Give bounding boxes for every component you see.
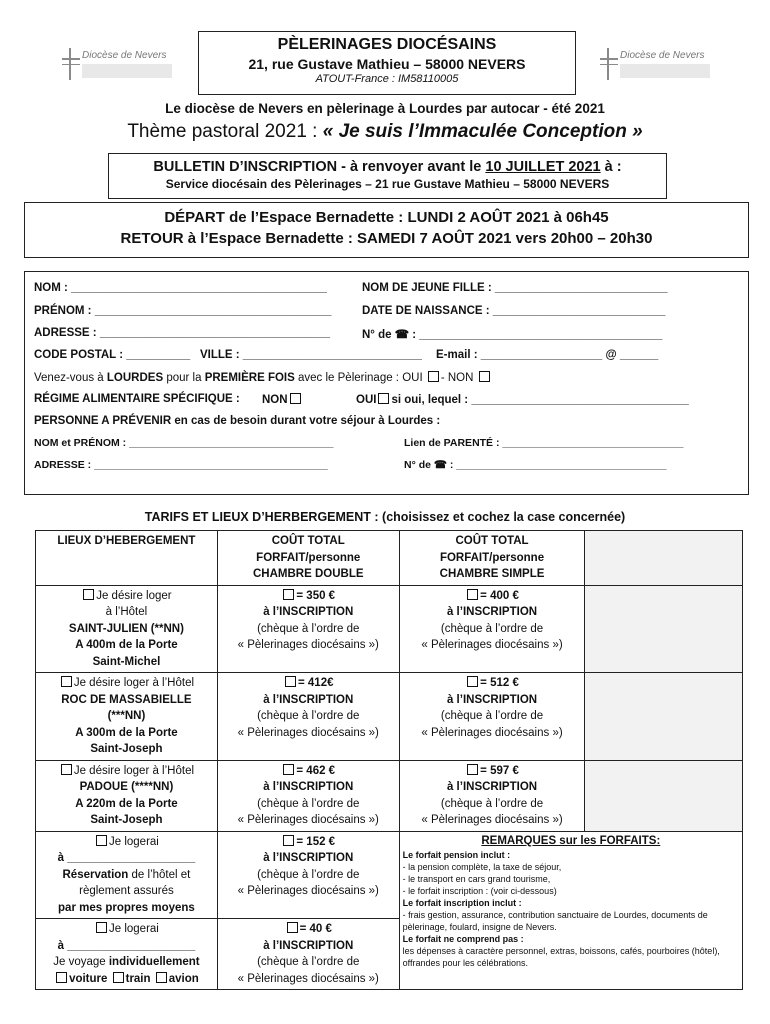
cross-icon [60,46,82,82]
shaded-cell [585,760,743,831]
table-row [36,673,743,761]
train-checkbox[interactable] [113,972,124,983]
price-152: = 152 € à l’INSCRIPTION (chèque à l’ordre de « Pèlerinages diocésains ») [217,831,399,919]
padoue-double-checkbox[interactable] [283,764,294,775]
nom-field[interactable]: NOM : ________________________________________ [34,282,327,294]
regime-question: RÉGIME ALIMENTAIRE SPÉCIFIQUE : [34,393,240,405]
remarques-title: REMARQUES sur les FORFAITS: [481,834,661,847]
shaded-cell [585,673,743,761]
header-simple: COÛT TOTAL FORFAIT/personne CHAMBRE SIMPLE [399,531,585,586]
regime-lequel-field[interactable]: si oui, lequel : __________________________________ [391,394,689,406]
telephone-field[interactable]: N° de ☎ : ______________________________________ [362,329,663,341]
adresse-field[interactable]: ADRESSE : ____________________________________ [34,327,331,339]
lieu-propres-moyens: Je logerai à ____________________ Réservation de l’hôtel et règlement assurés par mes propres moyens [36,831,218,919]
price-simple: = 400 € à l’INSCRIPTION (chèque à l’ordre de « Pèlerinages diocésains ») [399,585,585,673]
table-row [36,760,743,831]
individuel-checkbox[interactable] [96,922,107,933]
forfait-40-checkbox[interactable] [287,922,298,933]
contact-parente-field[interactable]: Lien de PARENTÉ : _______________________________ [404,437,684,449]
theme-quote: « Je suis l’Immaculée Conception » [322,121,643,142]
lieu-roc-massabielle: Je désire loger à l’Hôtel ROC DE MASSABIELLE (***NN) A 300m de la Porte Saint-Joseph [36,673,218,761]
shaded-cell [585,531,743,586]
contact-nom-field[interactable]: NOM et PRÉNOM : ___________________________________ [34,437,334,449]
saint-julien-simple-checkbox[interactable] [467,589,478,600]
depart-line: DÉPART de l’Espace Bernadette : LUNDI 2 AOÛT 2021 à 06h45 [164,209,609,226]
shaded-cell [585,585,743,673]
saint-julien-checkbox[interactable] [83,589,94,600]
lieu-individuel: Je logerai à ____________________ Je voyage individuellement voiture train avion [36,919,218,990]
date-naissance-field[interactable]: DATE DE NAISSANCE : ___________________________ [362,305,666,317]
ville-field[interactable]: VILLE : ____________________________ [200,349,422,361]
bulletin-post: à : [600,159,622,175]
retour-line: RETOUR à l’Espace Bernadette : SAMEDI 7 AOÛT 2021 vers 20h00 – 20h30 [120,230,653,247]
nom-jeune-fille-field[interactable]: NOM DE JEUNE FILLE : ___________________________ [362,282,668,294]
subtitle: Le diocèse de Nevers en pèlerinage à Lourdes par autocar - été 2021 [165,101,605,116]
email-field[interactable]: E-mail : ___________________ @ ______ [436,349,659,361]
header-double: COÛT TOTAL FORFAIT/personne CHAMBRE DOUBLE [217,531,399,586]
table-header-row [36,531,743,586]
diocese-logo-right [598,46,728,86]
code-postal-field[interactable]: CODE POSTAL : __________ [34,349,191,361]
prenom-field[interactable]: PRÉNOM : _____________________________________ [34,305,332,317]
diocese-logo-left [60,46,190,86]
saint-julien-double-checkbox[interactable] [283,589,294,600]
price-double: = 462 € à l’INSCRIPTION (chèque à l’ordre de « Pèlerinages diocésains ») [217,760,399,831]
contact-tel-field[interactable]: N° de ☎ : ____________________________________ [404,459,667,471]
regime-oui: OUI si oui, lequel : __________________________________ [356,394,689,406]
logo-band [82,64,172,78]
logo-band [620,64,710,78]
lourdes-non-checkbox[interactable] [479,371,490,382]
forfait-152-checkbox[interactable] [283,835,294,846]
header-atout: ATOUT-France : IM58110005 [315,73,459,85]
voiture-checkbox[interactable] [56,972,67,983]
padoue-simple-checkbox[interactable] [467,764,478,775]
tarifs-title: TARIFS ET LIEUX D’HERBERGEMENT : (choisissez et cochez la case concernée) [144,510,626,524]
remarques-forfaits: REMARQUES sur les FORFAITS: Le forfait pension inclut : - la pension complète, la taxe de séjour, - le transport en cars grand tourisme, - le forfait inscription : (voir ci-dessous) Le forfait inscription inclut : - frais gestion, assurance, contribution sanctuaire de Lourdes, documents de pèlerinage, foulard, insigne de Nevers. Le forfait ne comprend pas : les dépenses à caractère personnel, extras, boissons, cafés, pourboires (hôtel), offrandes pour les célébrations. [399,831,742,990]
logo-text: Diocèse de Nevers [620,50,705,61]
price-double: = 412€ à l’INSCRIPTION (chèque à l’ordre de « Pèlerinages diocésains ») [217,673,399,761]
logo-text: Diocèse de Nevers [82,50,167,61]
price-40: = 40 € à l’INSCRIPTION (chèque à l’ordre de « Pèlerinages diocésains ») [217,919,399,990]
header-address: 21, rue Gustave Mathieu – 58000 NEVERS [248,56,526,72]
table-row [36,831,743,919]
personne-prevenir: PERSONNE A PRÉVENIR en cas de besoin durant votre séjour à Lourdes : [34,415,441,427]
regime-non-checkbox[interactable] [290,393,301,404]
departure-box [24,202,749,258]
price-simple: = 597 € à l’INSCRIPTION (chèque à l’ordre de « Pèlerinages diocésains ») [399,760,585,831]
header-lieux: LIEUX D’HEBERGEMENT [36,531,218,586]
regime-non: NON [262,393,303,406]
padoue-checkbox[interactable] [61,764,72,775]
propres-moyens-checkbox[interactable] [96,835,107,846]
header-title: PÈLERINAGES DIOCÉSAINS [277,36,497,53]
price-simple: = 512 € à l’INSCRIPTION (chèque à l’ordre de « Pèlerinages diocésains ») [399,673,585,761]
contact-adresse-field[interactable]: ADRESSE : ________________________________________ [34,459,328,471]
header-box [198,31,576,95]
bulletin-line1 [109,159,666,175]
table-row [36,585,743,673]
regime-oui-checkbox[interactable] [378,393,389,404]
roc-simple-checkbox[interactable] [467,676,478,687]
theme-label: Thème pastoral 2021 : [127,121,323,142]
tarifs-table [35,530,743,990]
theme-line [0,121,770,143]
avion-checkbox[interactable] [156,972,167,983]
bulletin-date: 10 JUILLET 2021 [485,159,601,175]
lieu-padoue: Je désire loger à l’Hôtel PADOUE (****NN) A 220m de la Porte Saint-Joseph [36,760,218,831]
bulletin-line2: Service diocésain des Pèlerinages – 21 rue Gustave Mathieu – 58000 NEVERS [165,177,610,191]
price-double: = 350 € à l’INSCRIPTION (chèque à l’ordre de « Pèlerinages diocésains ») [217,585,399,673]
roc-double-checkbox[interactable] [285,676,296,687]
lourdes-oui-checkbox[interactable] [428,371,439,382]
lourdes-question: Venez-vous à LOURDES pour la PREMIÈRE FOIS avec le Pèlerinage : OUI - NON [34,371,492,384]
lieu-saint-julien: Je désire loger à l’Hôtel SAINT-JULIEN (**NN) A 400m de la Porte Saint-Michel [36,585,218,673]
cross-icon [598,46,620,82]
roc-massabielle-checkbox[interactable] [61,676,72,687]
bulletin-box [108,153,667,199]
bulletin-pre: BULLETIN D’INSCRIPTION - à renvoyer avant le [153,159,486,175]
